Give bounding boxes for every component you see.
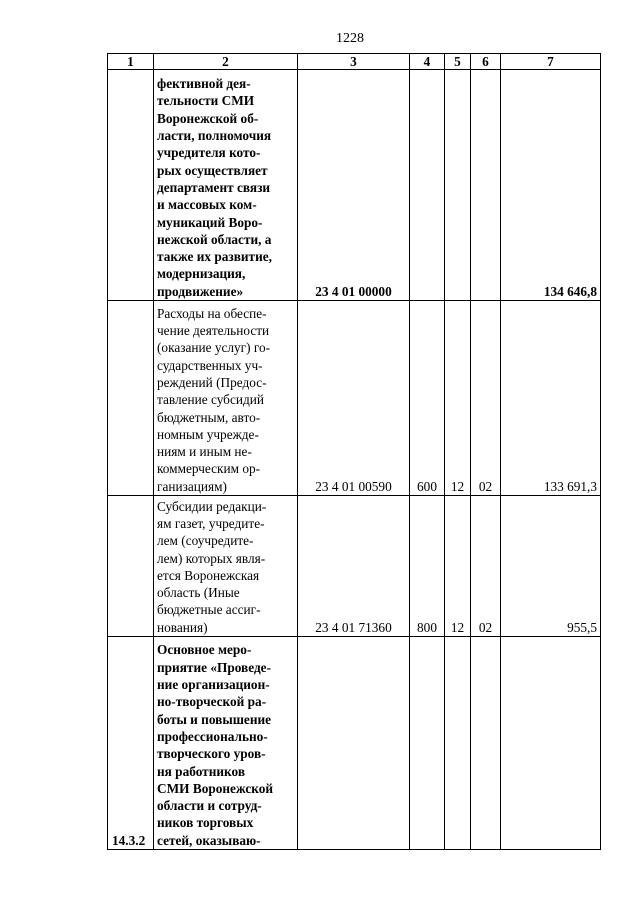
table-row: [108, 637, 601, 850]
subsection-code: 02: [471, 301, 501, 496]
budget-code: 23 4 01 71360: [298, 496, 410, 637]
section-code: 12: [445, 301, 471, 496]
expense-type: [410, 70, 445, 301]
column-header-5: 5: [445, 54, 471, 70]
column-header-1: 1: [108, 54, 154, 70]
item-number: 14.3.2: [108, 637, 154, 850]
column-header-4: 4: [410, 54, 445, 70]
expense-type: 600: [410, 301, 445, 496]
section-code: 12: [445, 496, 471, 637]
amount: 955,5: [501, 496, 601, 637]
header-row: [108, 54, 601, 70]
item-name: Субсидии редакци- ям газет, учредите- лем (соучредите- лем) которых явля- ется Воронежская область (Иные бюджетные ассиг- нования): [154, 496, 298, 637]
table-row: [108, 301, 601, 496]
section-code: [445, 70, 471, 301]
table-row: [108, 496, 601, 637]
expense-type: [410, 637, 445, 850]
expense-type: 800: [410, 496, 445, 637]
column-header-7: 7: [501, 54, 601, 70]
budget-code: 23 4 01 00590: [298, 301, 410, 496]
subsection-code: [471, 70, 501, 301]
item-number: [108, 70, 154, 301]
column-header-3: 3: [298, 54, 410, 70]
table-row: [108, 70, 601, 301]
amount: 133 691,3: [501, 301, 601, 496]
section-code: [445, 637, 471, 850]
table-body: [108, 70, 601, 850]
item-name: Расходы на обеспе- чение деятельности (оказание услуг) го- сударственных уч- реждений (Предос- тавление субсидий бюджетным, авто- номным учрежде- ниям и иным не- коммерческим ор- ганизациям): [154, 301, 298, 496]
column-header-2: 2: [154, 54, 298, 70]
budget-table: [107, 53, 601, 850]
budget-code: [298, 637, 410, 850]
subsection-code: 02: [471, 496, 501, 637]
item-number: [108, 496, 154, 637]
item-number: [108, 301, 154, 496]
item-name: Основное меро- приятие «Проведе- ние организацион- но-творческой ра- боты и повышение профессионально- творческого уров- ня работников СМИ Воронежской области и сотруд- ников торговых сетей, оказываю-: [154, 637, 298, 850]
amount: 134 646,8: [501, 70, 601, 301]
page-number: 1228: [336, 31, 364, 46]
column-header-6: 6: [471, 54, 501, 70]
subsection-code: [471, 637, 501, 850]
amount: [501, 637, 601, 850]
table-header: [108, 54, 601, 70]
item-name: фективной дея- тельности СМИ Воронежской об- ласти, полномочия учредителя кото- рых осуществляет департамент связи и массовых ком- муникаций Воро- нежской области, а также их развитие, модернизация, продвижение»: [154, 70, 298, 301]
budget-code: 23 4 01 00000: [298, 70, 410, 301]
